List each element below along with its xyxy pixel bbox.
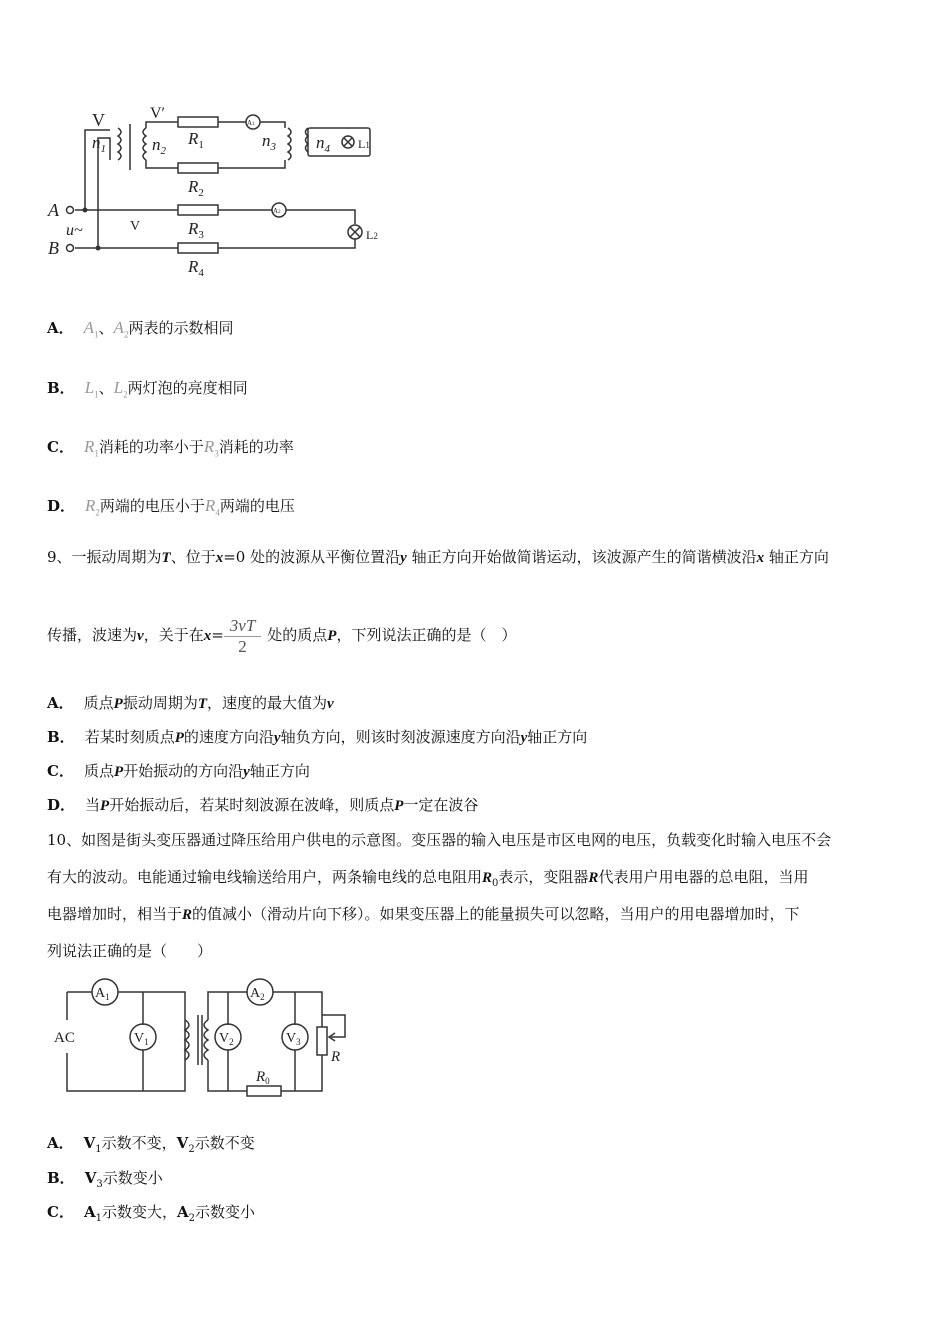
label-v1: V [134, 1031, 145, 1046]
q10-option-b[interactable]: B． $V_3$示数变小 [47, 1169, 163, 1190]
label-r2: R [188, 177, 199, 196]
svg-text:V1: $V_1$ [134, 1031, 149, 1047]
svg-text:A2: $A_2$ [250, 986, 265, 1002]
svg-text:A1: $A_1$ [95, 986, 110, 1002]
q9-option-a[interactable]: A． 质点P振动周期为T，速度的最大值为v [47, 694, 334, 712]
q10-option-c[interactable]: C． $A_1$示数变大，$A_2$示数变小 [47, 1203, 256, 1224]
label-n3: n [262, 131, 271, 150]
q9-stem-line-2: 传播，波速为v，关于在x= $\frac{3vT}{2}$ 处的质点P，下列说法正确的是（ ） [47, 615, 517, 656]
label-r4: R [188, 257, 199, 276]
transformer-circuit-figure-2 [50, 975, 360, 1105]
label-ac: AC [54, 1030, 75, 1046]
svg-text:L1: L1 [358, 137, 370, 151]
q9-option-c[interactable]: C． 质点P开始振动的方向沿y轴正方向 [47, 762, 310, 780]
label-v-lower: V [130, 219, 141, 234]
svg-text:R2: $R_2$ [188, 177, 204, 199]
label-source-u: u~ [66, 222, 83, 239]
svg-text:R1: $R_1$ [188, 129, 204, 151]
q9-option-d[interactable]: D． 当P开始振动后，若某时刻波源在波峰，则质点P一定在波谷 [47, 796, 479, 814]
label-a1: A [95, 986, 106, 1001]
svg-text:n3: $n_3$ [262, 131, 276, 153]
q10-stem-line-1: 10、如图是街头变压器通过降压给用户供电的示意图。变压器的输入电压是市区电网的电压，负载变化时输入电压不会 [47, 831, 832, 849]
q8-option-d[interactable]: D． $R_2$两端的电压小于$R_4$两端的电压 [47, 496, 295, 518]
label-n2: n [152, 135, 161, 154]
label-r0: R [256, 1069, 266, 1085]
q10-stem-line-2: 有大的波动。电能通过输电线输送给用户，两条输电线的总电阻用$R_0$表示，变阻器R代表用户用电器的总电阻，当用 [47, 868, 809, 889]
svg-text:n4: $n_4$ [316, 133, 330, 155]
label-v3: V [286, 1031, 297, 1046]
label-r3: R [188, 219, 199, 238]
svg-text:A2: A2 [273, 207, 281, 215]
label-a2: A [273, 207, 279, 215]
label-a2: A [250, 986, 261, 1001]
label-v2: V [219, 1031, 230, 1046]
label-v: V [92, 110, 105, 130]
q8-option-c[interactable]: C． $R_1$消耗的功率小于$R_3$消耗的功率 [47, 437, 294, 459]
svg-text:R4: $R_4$ [188, 257, 204, 279]
svg-text:V2: $V_2$ [219, 1031, 234, 1047]
label-r1: R [188, 129, 199, 148]
label-r: R [331, 1049, 341, 1065]
q10-stem-line-4: 列说法正确的是（ ） [47, 942, 213, 960]
label-terminal-b: B [48, 238, 59, 258]
svg-text:A1: A1 [247, 119, 255, 127]
svg-text:V3: $V_3$ [286, 1031, 301, 1047]
q10-stem-line-3: 电器增加时，相当于R的值减小（滑动片向下移）。如果变压器上的能量损失可以忽略，当用户的用电器增加时，下 [47, 905, 800, 923]
label-a1: A [247, 119, 253, 127]
label-n4: n [316, 133, 325, 152]
svg-text:R3: $R_3$ [188, 219, 204, 241]
svg-text:R0: $R_0$ [256, 1069, 270, 1086]
q9-option-b[interactable]: B． 若某时刻质点P的速度方向沿y轴负方向，则该时刻波源速度方向沿y轴正方向 [47, 728, 588, 746]
label-l2: L [366, 228, 374, 242]
q8-option-b[interactable]: B． $L_1$、$L_2$两灯泡的亮度相同 [47, 378, 248, 400]
label-v-prime: V′ [150, 105, 166, 122]
label-n1: n [92, 133, 101, 152]
svg-text:n2: $n_2$ [152, 135, 166, 157]
fraction-3vt-over-2: $\frac{3vT}{2}$ [224, 616, 262, 657]
q9-stem-line-1: 9、一振动周期为T、位于x=0 处的波源从平衡位置沿y 轴正方向开始做简谐运动，该波源产生的简谐横波沿x 轴正方向 [47, 548, 829, 566]
q8-option-a[interactable]: A． $A_1$、$A_2$两表的示数相同 [47, 318, 234, 340]
q10-option-a[interactable]: A． $V_1$示数不变，$V_2$示数不变 [47, 1134, 255, 1155]
label-l1: L [358, 137, 366, 151]
svg-text:L2: L2 [366, 228, 378, 242]
svg-text:n1: $n_1$ [92, 133, 106, 155]
transformer-circuit-figure-1 [40, 100, 400, 285]
label-terminal-a: A [48, 200, 59, 220]
